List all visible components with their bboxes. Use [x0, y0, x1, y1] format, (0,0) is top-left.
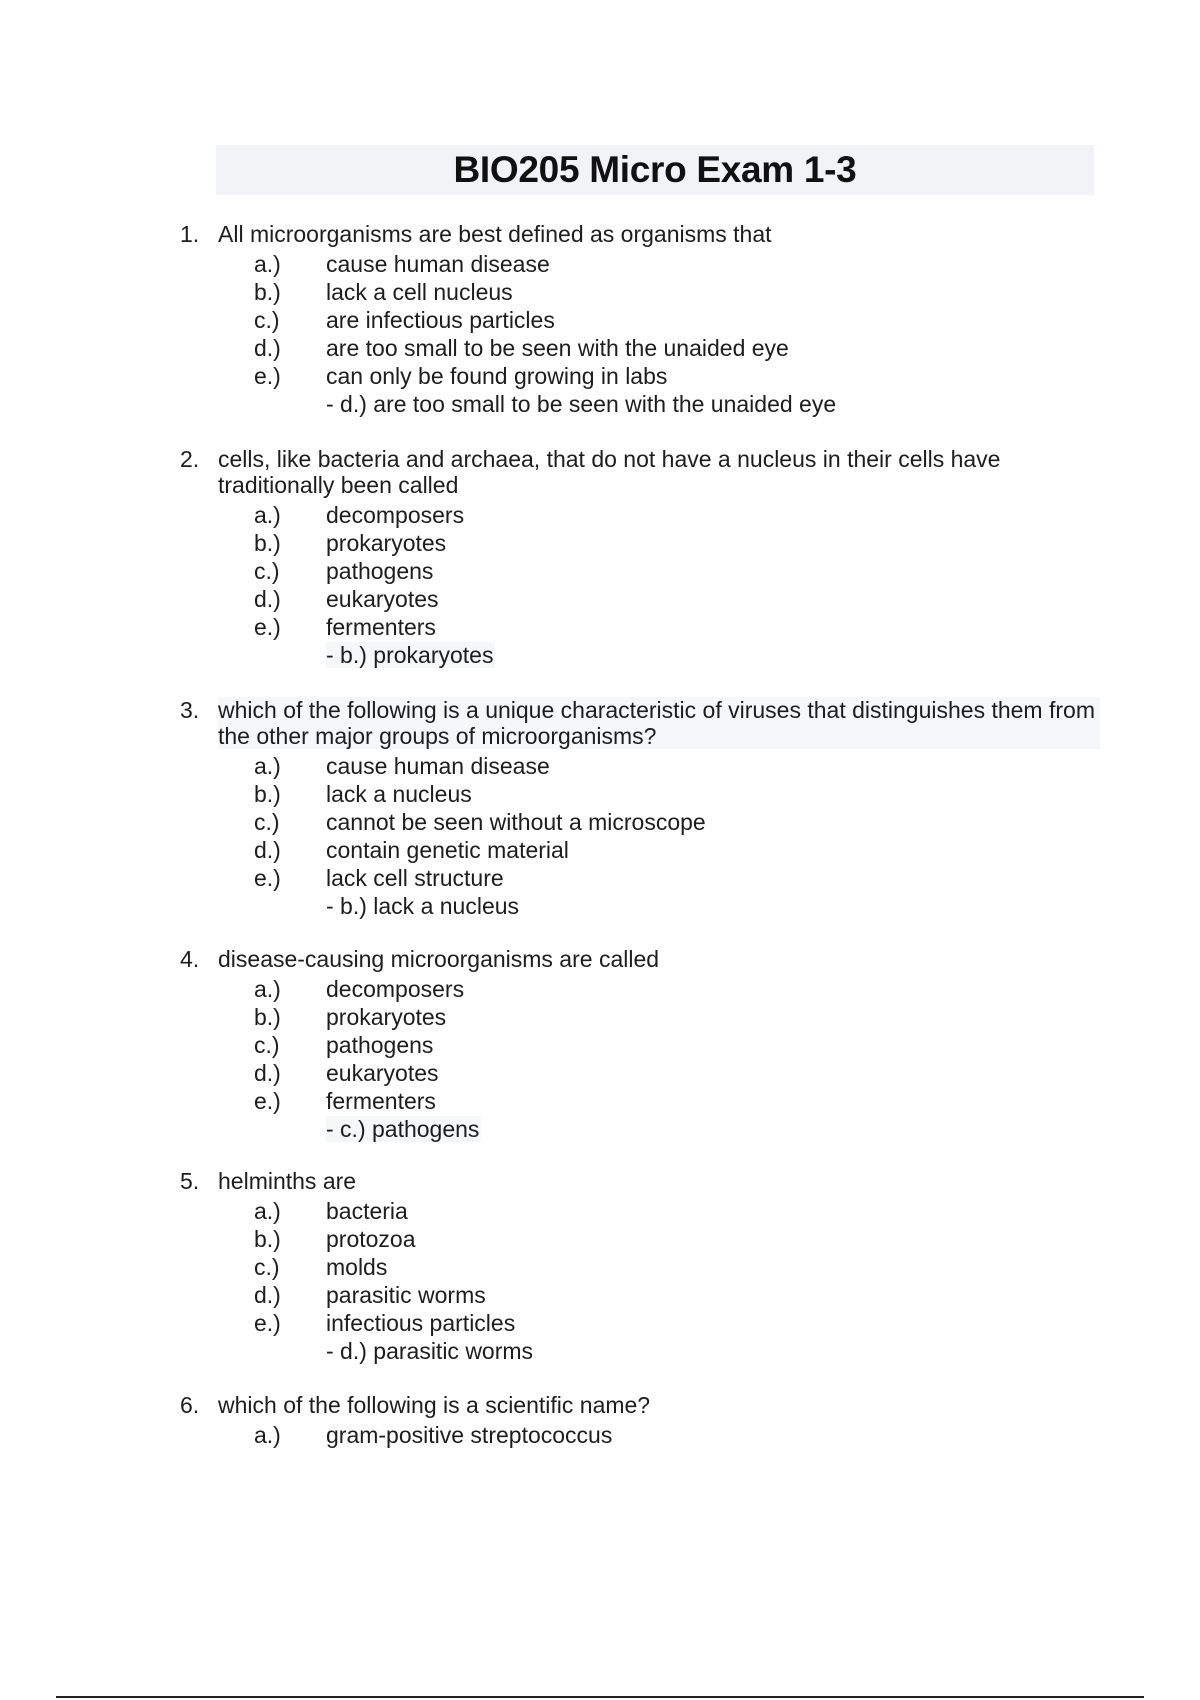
option-text: fermenters: [326, 1088, 436, 1114]
option-letter: a.): [254, 502, 281, 528]
option-text: fermenters: [326, 614, 436, 640]
option-text: cause human disease: [326, 753, 550, 779]
option-text: can only be found growing in labs: [326, 363, 668, 389]
option-e: [180, 362, 1100, 390]
document-title: BIO205 Micro Exam 1-3: [453, 149, 857, 190]
option-e: [180, 1309, 1100, 1337]
option-d: [180, 836, 1100, 864]
option-list: [180, 1197, 1100, 1337]
option-e: [180, 613, 1100, 641]
question-2: [180, 446, 1100, 669]
option-d: [180, 334, 1100, 362]
option-letter: b.): [254, 279, 281, 305]
answer-line: [326, 1115, 1100, 1143]
question-number: 6.: [180, 1392, 200, 1418]
option-c: [180, 306, 1100, 334]
option-letter: a.): [254, 976, 281, 1002]
question-3: [180, 697, 1100, 920]
question-stem: [180, 1168, 1100, 1194]
option-c: [180, 1031, 1100, 1059]
option-text: lack a nucleus: [326, 781, 472, 807]
option-text: eukaryotes: [326, 1060, 439, 1086]
option-letter: e.): [254, 614, 281, 640]
question-stem: [180, 1392, 1100, 1418]
option-letter: d.): [254, 837, 281, 863]
option-c: [180, 808, 1100, 836]
option-list: [180, 975, 1100, 1115]
question-stem: [180, 221, 1100, 247]
question-6: [180, 1392, 1100, 1449]
question-number: 3.: [180, 697, 200, 723]
option-d: [180, 585, 1100, 613]
option-text: lack cell structure: [326, 865, 504, 891]
option-d: [180, 1281, 1100, 1309]
option-e: [180, 1087, 1100, 1115]
option-letter: c.): [254, 1032, 280, 1058]
option-text: decomposers: [326, 502, 465, 528]
option-letter: c.): [254, 558, 280, 584]
answer-line: - d.) parasitic worms: [326, 1338, 534, 1364]
option-b: [180, 278, 1100, 306]
question-4: [180, 946, 1100, 1143]
option-text: cause human disease: [326, 251, 550, 277]
option-a: [180, 1197, 1100, 1225]
option-c: [180, 557, 1100, 585]
option-letter: a.): [254, 251, 281, 277]
option-text: are infectious particles: [326, 307, 555, 333]
title-banner: [216, 145, 1094, 195]
option-letter: b.): [254, 781, 281, 807]
option-c: [180, 1253, 1100, 1281]
option-a: [180, 1421, 1100, 1449]
option-text: decomposers: [326, 976, 465, 1002]
option-text: gram-positive streptococcus: [326, 1422, 613, 1448]
option-letter: d.): [254, 1282, 281, 1308]
page-bottom-rule: [56, 1696, 1144, 1698]
option-text: pathogens: [326, 1032, 434, 1058]
option-a: [180, 501, 1100, 529]
option-a: [180, 752, 1100, 780]
question-number: 4.: [180, 946, 200, 972]
question-text: helminths are: [218, 1168, 357, 1194]
answer-line: - b.) lack a nucleus: [326, 893, 520, 919]
answer-line: - d.) are too small to be seen with the unaided eye: [326, 391, 837, 417]
option-letter: c.): [254, 307, 280, 333]
question-text: cells, like bacteria and archaea, that do not have a nucleus in their cells have traditionally been called: [218, 446, 1001, 498]
question-number: 2.: [180, 446, 200, 472]
answer-text: - b.) prokaryotes: [326, 642, 494, 668]
option-list: [180, 250, 1100, 390]
option-b: [180, 1003, 1100, 1031]
question-stem: [180, 446, 1100, 498]
option-text: prokaryotes: [326, 530, 447, 556]
question-stem: [180, 697, 1100, 749]
option-letter: a.): [254, 1422, 281, 1448]
option-b: [180, 529, 1100, 557]
option-letter: e.): [254, 363, 281, 389]
option-letter: b.): [254, 1004, 281, 1030]
question-stem: [180, 946, 1100, 972]
option-letter: c.): [254, 809, 280, 835]
option-a: [180, 250, 1100, 278]
option-letter: e.): [254, 1310, 281, 1336]
question-text: which of the following is a unique characteristic of viruses that distinguishes them from the other major groups of microorganisms?: [218, 697, 1100, 749]
option-letter: d.): [254, 335, 281, 361]
option-list: [180, 501, 1100, 641]
answer-line: [326, 641, 1100, 669]
option-text: bacteria: [326, 1198, 408, 1224]
answer-text: - c.) pathogens: [326, 1116, 480, 1142]
option-letter: b.): [254, 1226, 281, 1252]
option-text: prokaryotes: [326, 1004, 447, 1030]
question-number: 5.: [180, 1168, 200, 1194]
option-text: cannot be seen without a microscope: [326, 809, 706, 835]
option-list: [180, 1421, 1100, 1449]
question-1: [180, 221, 1100, 418]
option-letter: e.): [254, 865, 281, 891]
question-5: [180, 1168, 1100, 1365]
option-a: [180, 975, 1100, 1003]
option-text: eukaryotes: [326, 586, 439, 612]
question-text: disease-causing microorganisms are called: [218, 946, 660, 972]
question-number: 1.: [180, 221, 200, 247]
option-letter: d.): [254, 586, 281, 612]
question-text: which of the following is a scientific name?: [218, 1392, 651, 1418]
option-text: parasitic worms: [326, 1282, 486, 1308]
option-letter: b.): [254, 530, 281, 556]
option-text: protozoa: [326, 1226, 416, 1252]
option-letter: e.): [254, 1088, 281, 1114]
option-text: lack a cell nucleus: [326, 279, 513, 305]
option-text: molds: [326, 1254, 388, 1280]
option-letter: a.): [254, 1198, 281, 1224]
option-text: pathogens: [326, 558, 434, 584]
option-letter: d.): [254, 1060, 281, 1086]
option-text: contain genetic material: [326, 837, 569, 863]
option-b: [180, 780, 1100, 808]
option-text: infectious particles: [326, 1310, 516, 1336]
option-d: [180, 1059, 1100, 1087]
option-letter: c.): [254, 1254, 280, 1280]
option-text: are too small to be seen with the unaided eye: [326, 335, 789, 361]
option-list: [180, 752, 1100, 892]
option-b: [180, 1225, 1100, 1253]
question-text: All microorganisms are best defined as organisms that: [218, 221, 772, 247]
option-letter: a.): [254, 753, 281, 779]
option-e: [180, 864, 1100, 892]
